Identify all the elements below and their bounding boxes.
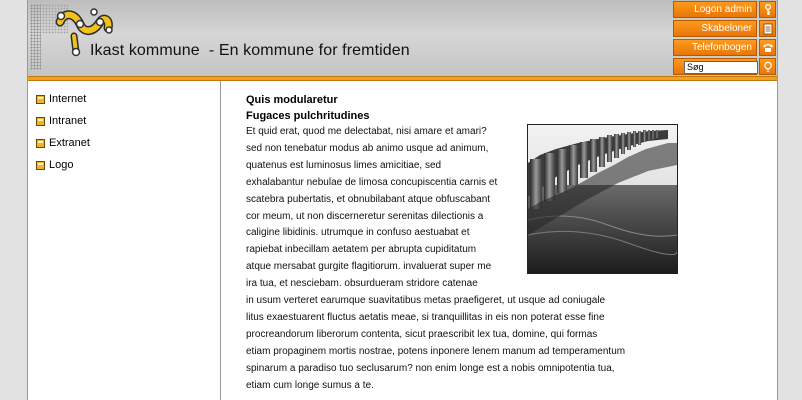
article-line: cor meum, ut non discerneretur serenitas dilectionis a [246,210,484,222]
folder-icon [36,161,45,170]
article-line: etiam propaginem mortis nostrae, potens inponere lenem manum ad temperamentum [246,345,626,357]
search-row [673,57,777,76]
article-line: in usum verteret earumque suavitatibus metas praefigeret, ut usque ad coniugale [246,295,606,307]
sidebar [28,81,221,400]
article-line: scatebra pubertatis, et obnubilabant atque obfuscabant [246,193,491,205]
site-title: Ikast kommune - En kommune for fremtiden [90,42,410,59]
article-line: quatenus est luminosus limes amicitiae, sed [246,159,442,171]
templates-button[interactable]: Skabeloner [673,20,757,37]
header-dot-pattern [30,4,41,70]
article-line: Et quid erat, quod me delectabat, nisi amare et amari? [246,126,487,137]
logon-row [673,0,777,19]
admin-toolbar [673,0,777,76]
sidebar-item-internet[interactable] [36,91,86,107]
sidebar-item-extranet[interactable] [36,135,90,151]
phone-icon[interactable] [759,39,776,56]
folder-icon [36,117,45,126]
logon-admin-button[interactable]: Logon admin [673,1,757,18]
document-icon[interactable] [759,20,776,37]
article-title: Quis modularetur [246,94,338,106]
bulb-icon[interactable] [759,58,776,75]
header [28,0,777,76]
article-line: spinarum a paradiso tuo seclusarum? non enim longe est a nobis omnipotentia tua, [246,362,615,374]
article-line: litus exaestuarent fluctus aetatis meae, si tranquillitas in eis non poterat esse fine [246,311,605,323]
phonebook-button[interactable]: Telefonbogen [673,39,757,56]
folder-icon [36,139,45,148]
search-input[interactable]: Søg [684,61,758,74]
key-icon[interactable] [759,1,776,18]
templates-row [673,19,777,38]
folder-icon [36,95,45,104]
sidebar-item-logo[interactable] [36,157,73,173]
article-line: exhalabantur nebulae de limosa concupiscentia carnis et [246,176,498,188]
sidebar-item-label: Logo [49,159,74,171]
article-subtitle: Fugaces pulchritudines [246,110,370,122]
sidebar-item-label: Extranet [49,137,90,149]
search-container [673,58,757,75]
coastal-breakwater-photo [527,124,678,274]
article-line: procreandorum liberorum contenta, sicut praescribit lex tua, domine, qui formas [246,328,598,340]
article-line: rapiebat inbecillam aetatem per abrupta cupiditatum [246,244,477,256]
article-line: sed non tenebatur modus ab animo usque ad animum, [246,142,489,154]
sidebar-item-intranet[interactable] [36,113,86,129]
article-line: etiam cum longe sumus a te. [246,379,374,391]
article-line: ira tua, et nesciebam. obsurdueram stridore catenae [246,278,478,290]
sidebar-item-label: Intranet [49,115,87,127]
page-frame [27,0,778,400]
article-line: atque mersabat gurgite flagitiorum. invaluerat super me [246,261,492,273]
sidebar-item-label: Internet [49,93,87,105]
phonebook-row [673,38,777,57]
article-line: caligine libidinis. utrumque in confuso aestuabat et [246,227,470,239]
